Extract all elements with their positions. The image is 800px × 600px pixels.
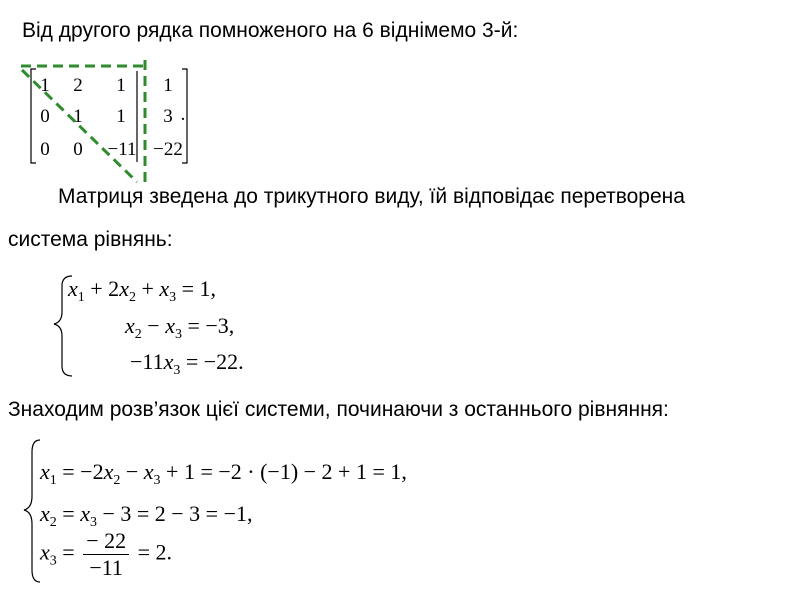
- matrix-cell: 1: [73, 106, 83, 127]
- conclusion-line-cont: система рівнянь:: [8, 228, 173, 251]
- matrix-cell: 2: [73, 75, 83, 96]
- matrix-cell: 0: [40, 139, 50, 160]
- equation-2: $x_2 - x_3 = -3$,: [125, 313, 235, 342]
- solution-x1: $x_1 = -2x_2 - x_3 + 1 = -2 \cdot (-1) - 2 + 1 = 1$,: [40, 459, 407, 488]
- equation-3: $-11x_3 = -22$.: [130, 349, 244, 378]
- equation-1: $x_1 + 2x_2 + x_3 = 1$,: [68, 276, 217, 305]
- matrix-cell: 1: [40, 75, 50, 96]
- conclusion-line: Матриця зведена до трикутного виду, їй відповідає перетворена: [58, 185, 685, 208]
- matrix-cell: 1: [116, 106, 126, 127]
- solution-x3: $x_3$ = $\frac{- 22}{-11}$ = 2.: [40, 528, 173, 580]
- matrix-cell: 1: [116, 75, 126, 96]
- solution-intro: Знаходим розв’язок цієї системи, починаючи з останнього рівняння:: [8, 398, 669, 421]
- matrix-cell: 3: [163, 106, 173, 127]
- solution-x2: $x_2 = x_3 - 3 = 2 - 3 = -1$,: [40, 501, 253, 530]
- intro-line: Від другого рядка помноженого на 6 віднімемо 3-й:: [22, 19, 519, 42]
- matrix-cell: −11: [107, 139, 137, 160]
- matrix-period: .: [180, 104, 186, 125]
- matrix-cell: 0: [40, 106, 50, 127]
- fraction: $\frac{- 22}{-11}$: [83, 530, 129, 579]
- matrix-cell: −22: [153, 139, 183, 160]
- matrix-cell: 0: [73, 139, 83, 160]
- matrix-cell: 1: [163, 75, 173, 96]
